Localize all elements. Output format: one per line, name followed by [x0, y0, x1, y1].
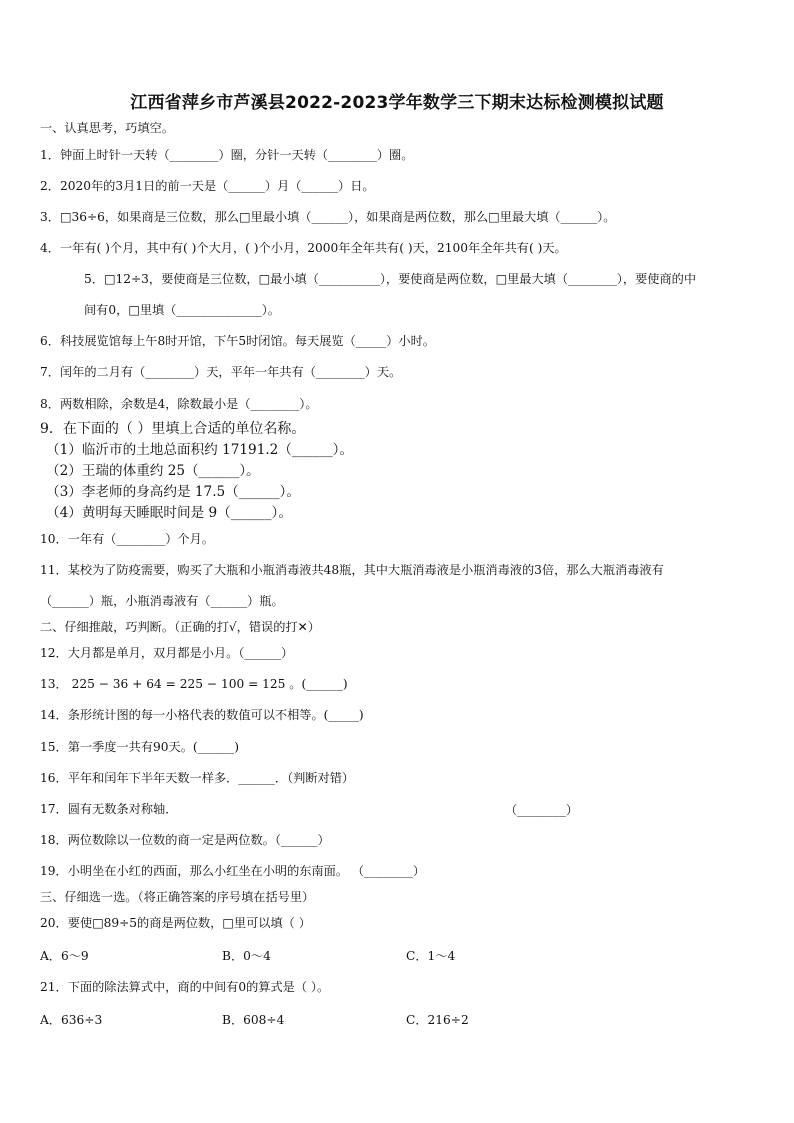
question-19: 19．小明坐在小红的西面，那么小红坐在小明的东南面。 （________）	[40, 864, 426, 878]
question-5-line-2: 间有0，□里填（______________）。	[84, 303, 280, 317]
question-10: 10．一年有（________）个月。	[40, 532, 214, 546]
question-20: 20．要使□89÷5的商是两位数，□里可以填（ ）	[40, 916, 311, 930]
question-20-option-a: A．6～9	[40, 949, 89, 963]
question-17-answer-paren: （________）	[505, 803, 579, 817]
question-9-item-4: （4）黄明每天睡眠时间是 9（______）。	[46, 505, 292, 521]
question-17: 17．圆有无数条对称轴．	[40, 802, 178, 816]
section-heading-2: 二、仔细推敲，巧判断。（正确的打√，错误的打✕）	[40, 620, 321, 634]
question-9-item-1: （1）临沂市的土地总面积约 17191.2（______）。	[46, 442, 354, 458]
question-21-option-b: B．608÷4	[222, 1013, 285, 1027]
question-6: 6．科技展览馆每上午8时开馆，下午5时闭馆。每天展览（_____）小时。	[40, 334, 435, 348]
question-12: 12．大月都是单月，双月都是小月。（______）	[40, 646, 294, 660]
question-4: 4．一年有( )个月，其中有( )个大月，( )个小月，2000年全年共有( )天，2100年全年共有( )天。	[40, 241, 567, 255]
section-heading-3: 三、仔细选一选。（将正确答案的序号填在括号里）	[40, 890, 315, 904]
question-15: 15．第一季度一共有90天。(______)	[40, 740, 239, 754]
question-8: 8．两数相除，余数是4，除数最小是（________）。	[40, 397, 318, 411]
question-13: 13． 225 − 36 + 64 = 225 − 100 = 125 。(______)	[40, 677, 348, 691]
question-21-option-c: C．216÷2	[406, 1013, 469, 1027]
question-11-line-2: （______）瓶，小瓶消毒液有（______）瓶。	[40, 594, 284, 608]
question-18: 18．两位数除以一位数的商一定是两位数。（______）	[40, 833, 330, 847]
question-9-item-3: （3）李老师的身高约是 17.5（______）。	[46, 484, 300, 500]
question-2: 2．2020年的3月1日的前一天是（______）月（______）日。	[40, 179, 375, 193]
question-20-option-b: B．0～4	[222, 949, 271, 963]
question-5-line-1: 5．□12÷3，要使商是三位数，□最小填（__________），要使商是两位数，□里最大填（________），要使商的中	[84, 272, 697, 286]
question-14: 14．条形统计图的每一小格代表的数值可以不相等。(_____)	[40, 708, 364, 722]
section-heading-1: 一、认真思考，巧填空。	[40, 121, 175, 135]
question-21-option-a: A．636÷3	[40, 1013, 103, 1027]
question-9-item-2: （2）王瑞的体重约 25（______）。	[46, 463, 260, 479]
question-16: 16．平年和闰年下半年天数一样多．______．（判断对错）	[40, 771, 355, 785]
question-20-option-c: C．1～4	[406, 949, 456, 963]
question-1: 1．钟面上时针一天转（________）圈，分针一天转（________）圈。	[40, 148, 414, 162]
question-21: 21．下面的除法算式中，商的中间有0的算式是（ ）。	[40, 980, 330, 994]
question-9: 9．在下面的（ ）里填上合适的单位名称。	[40, 421, 306, 437]
page-title: 江西省萍乡市芦溪县2022-2023学年数学三下期末达标检测模拟试题	[130, 93, 664, 113]
question-3: 3．□36÷6，如果商是三位数，那么□里最小填（______），如果商是两位数，那么□里最大填（______）。	[40, 210, 616, 224]
question-7: 7．闰年的二月有（________）天，平年一年共有（________）天。	[40, 365, 402, 379]
question-11-line-1: 11．某校为了防疫需要，购买了大瓶和小瓶消毒液共48瓶，其中大瓶消毒液是小瓶消毒液的3倍，那么大瓶消毒液有	[40, 563, 664, 577]
